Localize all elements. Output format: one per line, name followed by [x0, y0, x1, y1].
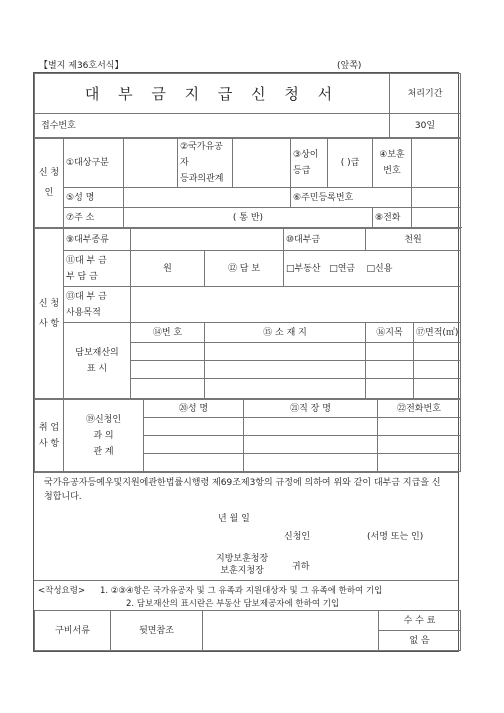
employment-cell[interactable]: [144, 418, 244, 436]
purpose-field[interactable]: [131, 287, 461, 323]
property-cell[interactable]: [414, 343, 461, 361]
required-documents-value: 뒷면참조: [111, 611, 203, 651]
property-header-number: ⑭번 호: [131, 323, 205, 343]
relation-field[interactable]: [233, 139, 291, 188]
processing-days: 30일: [390, 114, 461, 138]
collateral-options: [284, 251, 461, 287]
veteran-number-field[interactable]: [412, 139, 461, 188]
collateral-real-estate-checkbox[interactable]: □부동산: [286, 263, 321, 274]
employment-cell[interactable]: [378, 436, 461, 454]
property-cell[interactable]: [205, 343, 366, 361]
property-cell[interactable]: [414, 361, 461, 379]
target-category-label: ①대상구분: [64, 139, 124, 188]
date-line: 년 월 일: [218, 514, 250, 524]
recipient-title: 지방보훈청장 보훈지청장: [216, 554, 269, 576]
applicant-section-label: 신 청 인: [35, 139, 64, 228]
resident-number-label: ⑥주민등록번호: [291, 188, 412, 208]
phone-label: ⑧전화: [373, 208, 412, 228]
form-number: 【별지 제36호서식】: [39, 61, 124, 71]
property-cell[interactable]: [131, 343, 205, 361]
employment-header-phone: ㉒전화번호: [378, 400, 461, 418]
property-cell[interactable]: [205, 361, 366, 379]
name-field[interactable]: [124, 188, 291, 208]
employment-cell[interactable]: [144, 436, 244, 454]
signature-hint: (서명 또는 인): [367, 532, 424, 542]
address-field[interactable]: ( 통 반): [124, 208, 373, 228]
purpose-label: ⑬대 부 금 사용목적: [64, 287, 131, 323]
disability-grade-label: ③상이 등급: [291, 139, 328, 188]
property-cell[interactable]: [366, 343, 414, 361]
loan-amount-field[interactable]: 천원: [366, 229, 461, 251]
employment-section-label: 취 업 사 항: [35, 400, 64, 472]
page-side-label: (앞쪽): [337, 61, 362, 71]
application-section-label: 신 청 사 항: [35, 229, 64, 399]
collateral-property-label: 담보재산의 표 시: [64, 323, 131, 399]
employment-header-name: ⑳성 명: [144, 400, 244, 418]
property-cell[interactable]: [131, 379, 205, 399]
property-header-location: ⑮ 소 재 지: [205, 323, 366, 343]
property-cell[interactable]: [366, 379, 414, 399]
application-form: [33, 72, 459, 652]
instruction-item-1: 1. ②③④항은 국가유공자 및 그 유족과 지원대상자 및 그 유족에 한하여 기입: [100, 586, 383, 596]
application-section: [34, 228, 461, 399]
phone-field[interactable]: [412, 208, 461, 228]
employment-relation-label: ⑲신청인 과 의 관 계: [64, 400, 144, 472]
property-cell[interactable]: [366, 361, 414, 379]
processing-period-label: 처리기간: [390, 74, 461, 114]
employment-cell[interactable]: [378, 418, 461, 436]
address-label: ⑦주 소: [64, 208, 124, 228]
employment-cell[interactable]: [244, 454, 378, 472]
loan-type-field[interactable]: [131, 229, 284, 251]
employment-cell[interactable]: [244, 436, 378, 454]
collateral-label: ⑫ 담 보: [205, 251, 284, 287]
instructions-label: <작성요령>: [38, 586, 86, 596]
employment-section: [34, 399, 461, 472]
target-category-field[interactable]: [124, 139, 178, 188]
relation-label: ②국가유공자 등과의관계: [178, 139, 233, 188]
required-documents-label: 구비서류: [35, 611, 111, 651]
declaration-text: 국가유공자등예우및지원에관한법률시행령 제69조제3항의 규정에 의하여 위와 같이 대부금 지급을 신청합니다.: [44, 478, 441, 502]
employment-cell[interactable]: [144, 454, 244, 472]
property-cell[interactable]: [131, 361, 205, 379]
fee-value: 없 음: [379, 631, 461, 651]
employment-header-workplace: ㉑직 장 명: [244, 400, 378, 418]
loan-type-label: ⑨대부종류: [64, 229, 131, 251]
applicant-signature-label: 신청인: [284, 532, 311, 542]
burden-amount-field[interactable]: 원: [131, 251, 205, 287]
honorific: 귀하: [292, 562, 310, 572]
collateral-credit-checkbox[interactable]: □신용: [366, 263, 393, 274]
declaration-block: [34, 472, 458, 580]
property-header-land-category: ⑯지목: [366, 323, 414, 343]
employment-cell[interactable]: [378, 454, 461, 472]
resident-number-field[interactable]: [412, 188, 461, 208]
property-cell[interactable]: [205, 379, 366, 399]
disability-grade-field[interactable]: ( )급: [328, 139, 373, 188]
collateral-pension-checkbox[interactable]: □연금: [329, 263, 356, 274]
veteran-number-label: ④보훈 번호: [373, 139, 412, 188]
property-header-area: ⑰면적(㎡): [414, 323, 461, 343]
applicant-section: [34, 138, 461, 228]
title-block: [34, 73, 461, 138]
loan-amount-label: ⑩대부금: [284, 229, 366, 251]
instruction-item-2: 2. 담보재산의 표시란은 부동산 담보제공자에 한하여 기입: [126, 599, 340, 609]
footer-section: [34, 610, 461, 651]
property-cell[interactable]: [414, 379, 461, 399]
burden-label: ⑪대 부 금 부 담 금: [64, 251, 131, 287]
writing-instructions: [34, 580, 458, 610]
name-label: ⑤성 명: [64, 188, 124, 208]
receipt-number-label: 접수번호: [35, 114, 390, 138]
form-title: 대 부 금 지 급 신 청 서: [35, 74, 390, 114]
employment-cell[interactable]: [244, 418, 378, 436]
fee-label: 수 수 료: [379, 611, 461, 631]
